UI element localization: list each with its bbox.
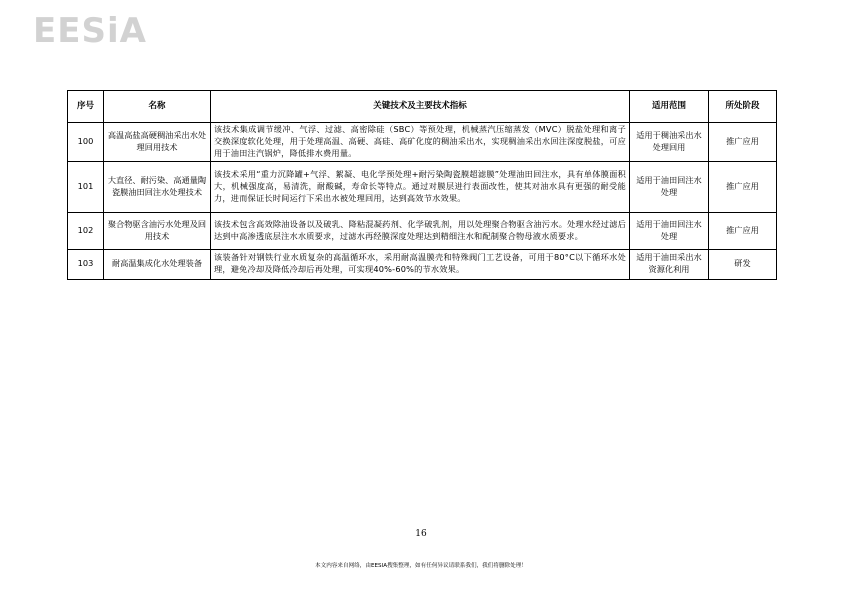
- row-num: 103: [68, 249, 104, 279]
- row-desc: 该技术集成调节缓冲、气浮、过滤、高密除硅（SBC）等预处理，机械蒸汽压缩蒸发（MVC）脱盐处理和离子交换深度软化处理，用于处理高温、高硬、高硅、高矿化度的稠油采出水，实现稠油采出水回注深度脱盐，可应用于油田注汽锅炉，降低排水费用量。: [211, 123, 630, 162]
- row-stage: 推广应用: [709, 161, 777, 212]
- row-num: 102: [68, 212, 104, 249]
- table-row: [68, 212, 777, 249]
- row-scope: 适用于油田回注水处理: [630, 161, 709, 212]
- table-row: [68, 249, 777, 279]
- row-num: 100: [68, 123, 104, 162]
- header-desc: 关键技术及主要技术指标: [211, 91, 630, 123]
- table-header-row: [68, 91, 777, 123]
- technology-table: [67, 90, 777, 280]
- row-scope: 适用于油田回注水处理: [630, 212, 709, 249]
- row-scope: 适用于油田采出水资源化利用: [630, 249, 709, 279]
- row-desc: 该装备针对钢铁行业水质复杂的高温循环水，采用耐高温膜壳和特殊阀门工艺设备，可用于80°C以下循环水处理，避免冷却及降低冷却后再处理，可实现40%-60%的节水效果。: [211, 249, 630, 279]
- row-scope: 适用于稠油采出水处理回用: [630, 123, 709, 162]
- row-stage: 研发: [709, 249, 777, 279]
- row-desc: 该技术包含高效除油设备以及破乳、降粘混凝药剂、化学破乳剂，用以处理聚合物驱含油污水。处理水经过滤后达到中高渗透底层注水水质要求，过滤水再经膜深度处理达到精细注水和配制聚合物母液水质要求。: [211, 212, 630, 249]
- row-desc: 该技术采用“重力沉降罐+气浮、絮凝、电化学预处理+耐污染陶瓷膜超滤膜”处理油田回注水，具有单体膜面积大，机械强度高，易清洗，耐酸碱，寿命长等特点。通过对膜层进行表面改性，使其对油水具有更强的耐受能力，进而保证长时间运行下采出水被处理回用，达到高效节水效果。: [211, 161, 630, 212]
- header-num: 序号: [68, 91, 104, 123]
- row-name: 耐高温集成化水处理装备: [104, 249, 211, 279]
- table-row: [68, 123, 777, 162]
- footer-disclaimer: 本文内容来自网络，由EESIA搜集整理，如有任何异议请联系我们，我们将删除处理！: [315, 563, 527, 569]
- row-name: 大直径、耐污染、高通量陶瓷膜油田回注水处理技术: [104, 161, 211, 212]
- row-name: 聚合物驱含油污水处理及回用技术: [104, 212, 211, 249]
- row-stage: 推广应用: [709, 212, 777, 249]
- page-number: 16: [415, 529, 427, 539]
- eesia-logo: EESiA: [33, 11, 147, 51]
- header-stage: 所处阶段: [709, 91, 777, 123]
- row-name: 高温高盐高硬稠油采出水处理回用技术: [104, 123, 211, 162]
- table-row: [68, 161, 777, 212]
- header-name: 名称: [104, 91, 211, 123]
- row-stage: 推广应用: [709, 123, 777, 162]
- header-scope: 适用范围: [630, 91, 709, 123]
- row-num: 101: [68, 161, 104, 212]
